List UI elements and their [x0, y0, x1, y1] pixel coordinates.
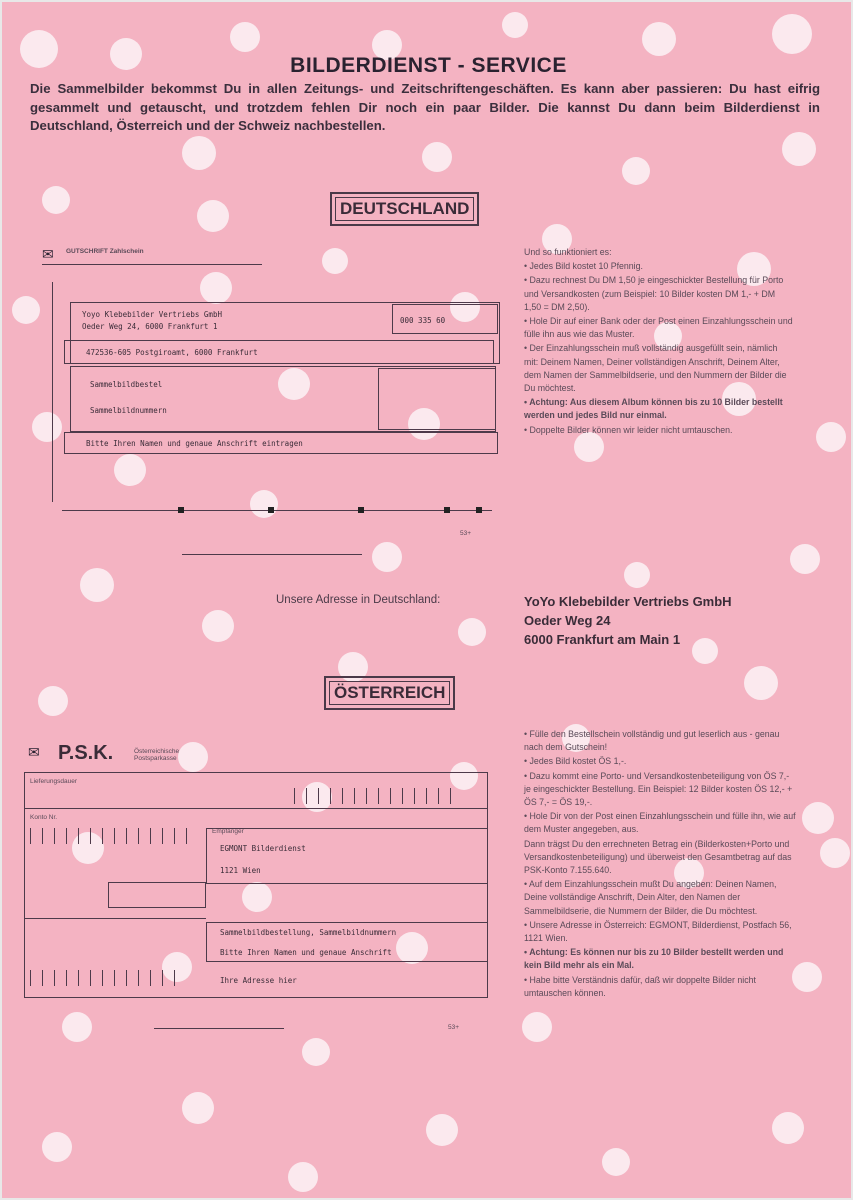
instruction-line: • Habe bitte Verständnis dafür, daß wir doppelte Bilder nicht umtauschen können.	[524, 974, 756, 998]
polka-dot	[182, 136, 216, 170]
slip-signature-rule	[182, 554, 362, 555]
slip-mark	[476, 507, 482, 513]
psk-account-label: Konto Nr.	[30, 814, 58, 821]
slip-note: Bitte Ihren Namen und genaue Anschrift eintragen	[86, 439, 303, 448]
polka-dot	[42, 186, 70, 214]
polka-dot	[772, 14, 812, 54]
polka-dot	[816, 422, 846, 452]
austria-heading-text: ÖSTERREICH	[334, 683, 446, 702]
intro-paragraph: Die Sammelbilder bekommst Du in allen Zeitungs- und Zeitschriftengeschäften. Es kann aber passieren: Du hast eifrig gesammelt und getauscht, und trotzdem fehlen Dir noch ein paar Bilder. Die kannst Du dann beim Bilderdienst in Deutschland, Österreich und der Schweiz nachbestellen.	[30, 81, 820, 133]
instruction-line: • Fülle den Bestellschein vollständig und gut leserlich aus - genau nach dem Gutschein!	[524, 729, 780, 753]
polka-dot	[522, 1012, 552, 1042]
psk-signature-rule	[154, 1028, 284, 1029]
polka-dot	[80, 568, 114, 602]
instruction-line: • Hole Dir auf einer Bank oder der Post einen Einzahlungsschein und fülle ihn aus wie das Muster.	[524, 316, 793, 340]
psk-form-frame	[24, 772, 488, 998]
slip-stamp-box	[378, 368, 496, 430]
polka-dot	[502, 12, 528, 38]
slip-amount: 000 335 60	[400, 316, 446, 325]
psk-recipient-box	[206, 828, 488, 884]
austria-heading	[324, 676, 455, 710]
polka-dot	[624, 562, 650, 588]
instruction-line: • Dazu rechnest Du DM 1,50 je eingeschickter Bestellung für Porto und Versandkosten (zum Beispiel: 10 Bilder kosten DM 1,- + DM 1,50 = DM 2,50).	[524, 275, 784, 312]
polka-dot	[302, 1038, 330, 1066]
psk-purpose: Sammelbildbestellung, Sammelbildnummern	[220, 928, 397, 937]
germany-heading-text: DEUTSCHLAND	[340, 199, 470, 218]
slip-left-rule	[52, 282, 53, 502]
polka-dot	[230, 22, 260, 52]
polka-dot	[182, 1092, 214, 1124]
psk-logo: P.S.K.	[58, 742, 114, 764]
slip-mark	[444, 507, 450, 513]
psk-footer-code: 53+	[448, 1024, 460, 1031]
instruction-line: • Achtung: Aus diesem Album können bis zu 10 Bilder bestellt werden und jedes Bild nur einmal.	[524, 397, 783, 421]
polka-dot	[622, 157, 650, 185]
psk-field-label: Lieferungsdauer	[30, 778, 77, 785]
austria-payment-slip	[24, 742, 504, 1042]
polka-dot	[197, 200, 229, 232]
psk-city: 1121 Wien	[220, 866, 261, 875]
slip-bottom-rule	[62, 510, 492, 511]
address-line: 6000 Frankfurt am Main 1	[524, 632, 681, 647]
psk-logo-sub: Österreichische Postsparkasse	[134, 748, 180, 762]
slip-mark	[178, 507, 184, 513]
instruction-line: • Achtung: Es können nur bis zu 10 Bilder bestellt werden und kein Bild mehr als ein Mal.	[524, 947, 784, 971]
polka-dot	[820, 838, 850, 868]
address-line: YoYo Klebebilder Vertriebs GmbH	[524, 594, 732, 609]
austria-instructions	[524, 728, 796, 1001]
instruction-line: • Unsere Adresse in Österreich: EGMONT, Bilderdienst, Postfach 56, 1121 Wien.	[524, 919, 792, 944]
slip-mark	[358, 507, 364, 513]
slip-footer-code: 53+	[460, 530, 472, 537]
slip-line2: Oeder Weg 24, 6000 Frankfurt 1	[82, 322, 218, 331]
polka-dot	[12, 296, 40, 324]
instruction-line: • Hole Dir von der Post einen Einzahlungsschein und fülle ihn, wie auf dem Muster angegeben, aus.	[524, 811, 796, 835]
polka-dot	[744, 666, 778, 700]
slip-line1: Yoyo Klebebilder Vertriebs GmbH	[82, 310, 222, 319]
polka-dot	[42, 1132, 72, 1162]
polka-dot	[38, 686, 68, 716]
slip-field1: Sammelbildbestel	[90, 380, 163, 389]
psk-rule	[24, 918, 206, 919]
psk-code-box	[108, 882, 206, 908]
instruction-line: • Jedes Bild kostet 10 Pfennig.	[524, 261, 643, 272]
polka-dot	[288, 1162, 318, 1192]
polka-dot	[782, 132, 816, 166]
germany-address	[524, 592, 732, 649]
slip-mark	[268, 507, 274, 513]
slip-line3: 472536-605 Postgiroamt, 6000 Frankfurt	[86, 348, 258, 357]
psk-rule	[24, 808, 488, 809]
psk-recipient-label: Empfänger	[212, 828, 244, 835]
polka-dot	[792, 962, 822, 992]
polka-dot	[772, 1112, 804, 1144]
instruction-line: • Auf dem Einzahlungsschein mußt Du angeben: Deinen Namen, Deine vollständige Anschrift, Dein Alter, den Namen der Sammelbildserie, die Nummern der Bilder, die Du möchtest.	[524, 879, 777, 916]
psk-emblem-icon: ✉	[28, 744, 40, 760]
instruction-line: • Der Einzahlungsschein muß vollständig ausgefüllt sein, nämlich mit: Deinem Namen, Deiner vollständigen Anschrift, Deinem Alter, dem Namen der Sammelbildserie, und den Nummern der Bilder die Du möchtest.	[524, 343, 787, 394]
instruction-line: Und so funktioniert es:	[524, 247, 612, 257]
polka-dot	[458, 618, 486, 646]
instruction-line: • Doppelte Bilder können wir leider nicht umtauschen.	[524, 424, 733, 435]
polka-dot	[790, 544, 820, 574]
psk-account-cells	[30, 828, 198, 844]
psk-address: Ihre Adresse hier	[220, 976, 297, 985]
polka-dot	[642, 22, 676, 56]
polka-dot	[202, 610, 234, 642]
germany-address-label: Unsere Adresse in Deutschland:	[276, 594, 441, 606]
address-line: Oeder Weg 24	[524, 613, 611, 628]
slip-field2: Sammelbildnummern	[90, 406, 167, 415]
germany-instructions	[524, 246, 794, 438]
page-title: BILDERDIENST - SERVICE	[290, 54, 567, 77]
germany-heading	[330, 192, 479, 226]
polka-dot	[602, 1148, 630, 1176]
polka-dot	[802, 802, 834, 834]
psk-bottom-cells	[30, 970, 186, 986]
slip-header: GUTSCHRIFT Zahlschein	[66, 248, 144, 255]
slip-rule	[42, 264, 262, 265]
psk-recipient: EGMONT Bilderdienst	[220, 844, 306, 853]
polka-dot	[426, 1114, 458, 1146]
instruction-line: Dann trägst Du den errechneten Betrag ein (Bilderkosten+Porto und Versandkostenbeteiligung) und überweist den Gesamtbetrag auf das PSK-Konto 7.155.640.	[524, 838, 792, 876]
polka-dot	[422, 142, 452, 172]
instruction-line: • Jedes Bild kostet ÖS 1,-.	[524, 756, 627, 767]
psk-name-note: Bitte Ihren Namen und genaue Anschrift	[220, 948, 392, 957]
instruction-line: • Dazu kommt eine Porto- und Versandkostenbeteiligung von ÖS 7,- je eingeschickter Bestellung. Ein Beispiel: 12 Bilder kosten ÖS 12,- + ÖS 7,- = ÖS 19,-.	[524, 770, 793, 808]
germany-payment-slip	[42, 242, 512, 562]
envelope-icon: ✉	[42, 246, 54, 262]
psk-digit-cells	[294, 788, 462, 804]
